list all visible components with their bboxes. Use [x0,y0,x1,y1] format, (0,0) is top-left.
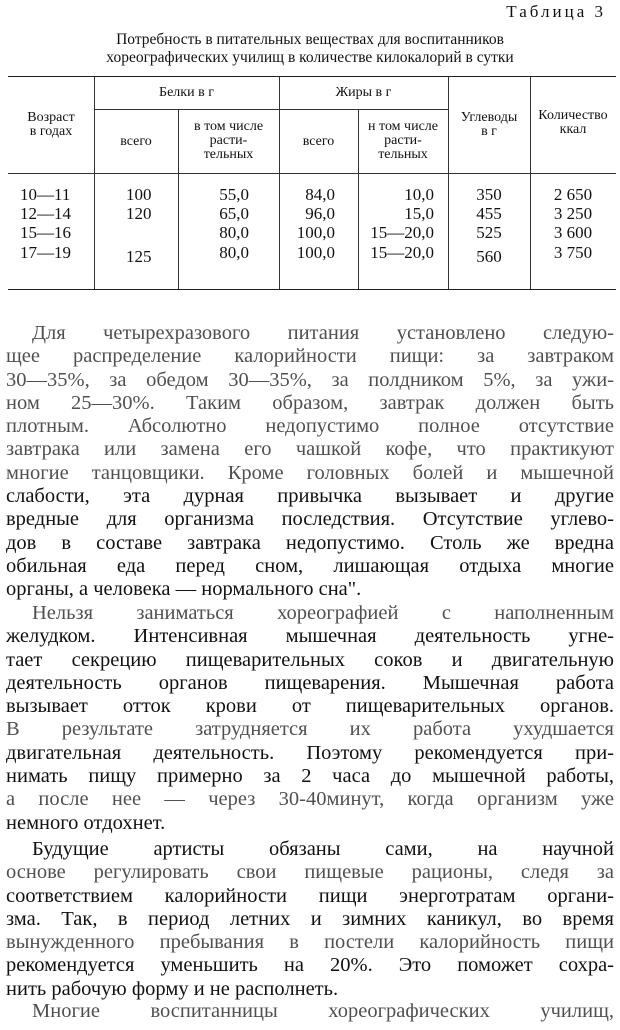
text-line: двигательная деятельность. Поэтому рекомендуется при- [6,741,614,764]
text-line: органы, а человека — нормального сна". [6,578,362,601]
header-fats: Жиры в г [335,85,392,100]
table-number: Таблица 3 [506,2,606,21]
cell-carbs: 525 [476,223,502,242]
cell-fat-total: 96,0 [305,204,335,223]
text-line: плотным. Абсолютно недопустимо полное отсутствие [6,415,614,438]
cell-fat-plant: 15,0 [404,204,434,223]
header-proteins: Белки в г [159,85,214,100]
text-line: а после нее — через 30-40минут, когда организм уже [6,788,614,811]
cell-kcal: 3 250 [553,204,593,223]
text-line: слабости, эта дурная привычка вызывает и другие [6,485,614,508]
header-protein-plant: в том числе расти- тельных [193,119,264,162]
cell-carbs: 350 [476,185,502,204]
table-divider [94,109,448,110]
header-fat-total: всего [302,134,335,149]
text-line: зма. Так, в период летних и зимних каникул, во время [6,907,614,930]
cell-kcal: 3 600 [553,223,593,242]
cell-protein-plant: 55,0 [219,185,249,204]
table-divider [8,173,616,174]
text-line: немного отдохнет. [6,811,166,834]
cell-protein-total: 100 [126,185,152,204]
cell-carbs: 560 [476,247,502,266]
text-line: многие танцовщики. Кроме головных болей и мышечной [6,461,614,484]
text-line: нить рабочую форму и не располнеть. [6,977,339,1000]
text-line: Будущие артисты обязаны сами, на научной [32,838,614,860]
text-line: вызывает отток крови от пищеварительных органов. [6,695,614,718]
text-line: завтрака или замена его чашкой кофе, что практикуют [6,438,614,461]
text-line: щее распределение калорийности пищи: за завтраком [6,345,614,368]
text-line: 30—35%, за обедом 30—35%, за полдником 5%, за ужи- [6,368,614,391]
text-line: деятельность органов пищеварения. Мышечная работа [6,671,614,694]
text-line: Многие воспитанницы хореографических училищ, [32,1000,614,1022]
header-fat-plant: н том числе расти- тельных [368,119,438,162]
text-line: ном 25—30%. Таким образом, завтрак должен быть [6,391,614,414]
paragraph-meal-distribution [6,322,614,602]
paragraph-diet-regulation [6,838,614,1001]
text-line: Для четырехразового питания установлено следую- [32,322,614,344]
cell-kcal: 2 650 [553,185,593,204]
text-line: рекомендуется уменьшить на 20%. Это поможет сохра- [6,954,614,977]
text-line: желудком. Интенсивная мышечная деятельность угне- [6,625,614,648]
text-line: дов в составе завтрака недопустимо. Столь же вредна [6,531,614,554]
cell-protein-total: 120 [126,204,152,223]
cell-fat-total: 84,0 [305,185,335,204]
nutrition-table [8,76,616,290]
cell-kcal: 3 750 [553,243,593,262]
header-carbs: Углеводы в г [460,110,518,139]
cell-protein-plant: 80,0 [219,243,249,262]
text-line: Нельзя заниматься хореографией с наполненным [32,602,614,624]
table-caption-line-1: Потребность в питательных веществах для воспитанников [116,31,504,48]
text-line: тает секрецию пищеварительных соков и двигательную [6,648,614,671]
paragraph-students [6,1000,614,1023]
header-kcal: Количество ккал [538,108,608,137]
cell-protein-plant: 65,0 [219,204,249,223]
cell-fat-total: 100,0 [296,243,335,262]
cell-carbs: 455 [476,204,502,223]
cell-age: 15—16 [20,223,71,242]
cell-fat-plant: 15—20,0 [370,243,434,262]
text-line: вынужденного пребывания в постели калорийность пищи [6,931,614,954]
text-line: основе регулировать свои пищевые рационы, следя за [6,861,614,884]
text-line: нимать пищу примерно за 2 часа до мышечной работы, [6,765,614,788]
table-caption-line-2: хореографических училищ в количестве килокалорий в сутки [106,49,514,66]
cell-age: 17—19 [20,243,71,262]
header-age: Возраст в годах [27,110,75,139]
cell-protein-plant: 80,0 [219,223,249,242]
text-line: обильная еда перед сном, лишающая отдыха многие [6,554,614,577]
cell-fat-plant: 15—20,0 [370,223,434,242]
cell-fat-total: 100,0 [296,223,335,242]
paragraph-digestion [6,602,614,835]
cell-protein-total: 125 [126,247,152,266]
cell-age: 12—14 [20,204,71,223]
text-line: соответствием калорийности пищи энерготратам органи- [6,884,614,907]
header-protein-total: всего [120,134,152,149]
cell-age: 10—11 [20,185,71,204]
text-line: В результате затрудняется их работа ухудшается [6,718,614,741]
text-line: вредные для организма последствия. Отсутствие углево- [6,508,614,531]
cell-fat-plant: 10,0 [404,185,434,204]
